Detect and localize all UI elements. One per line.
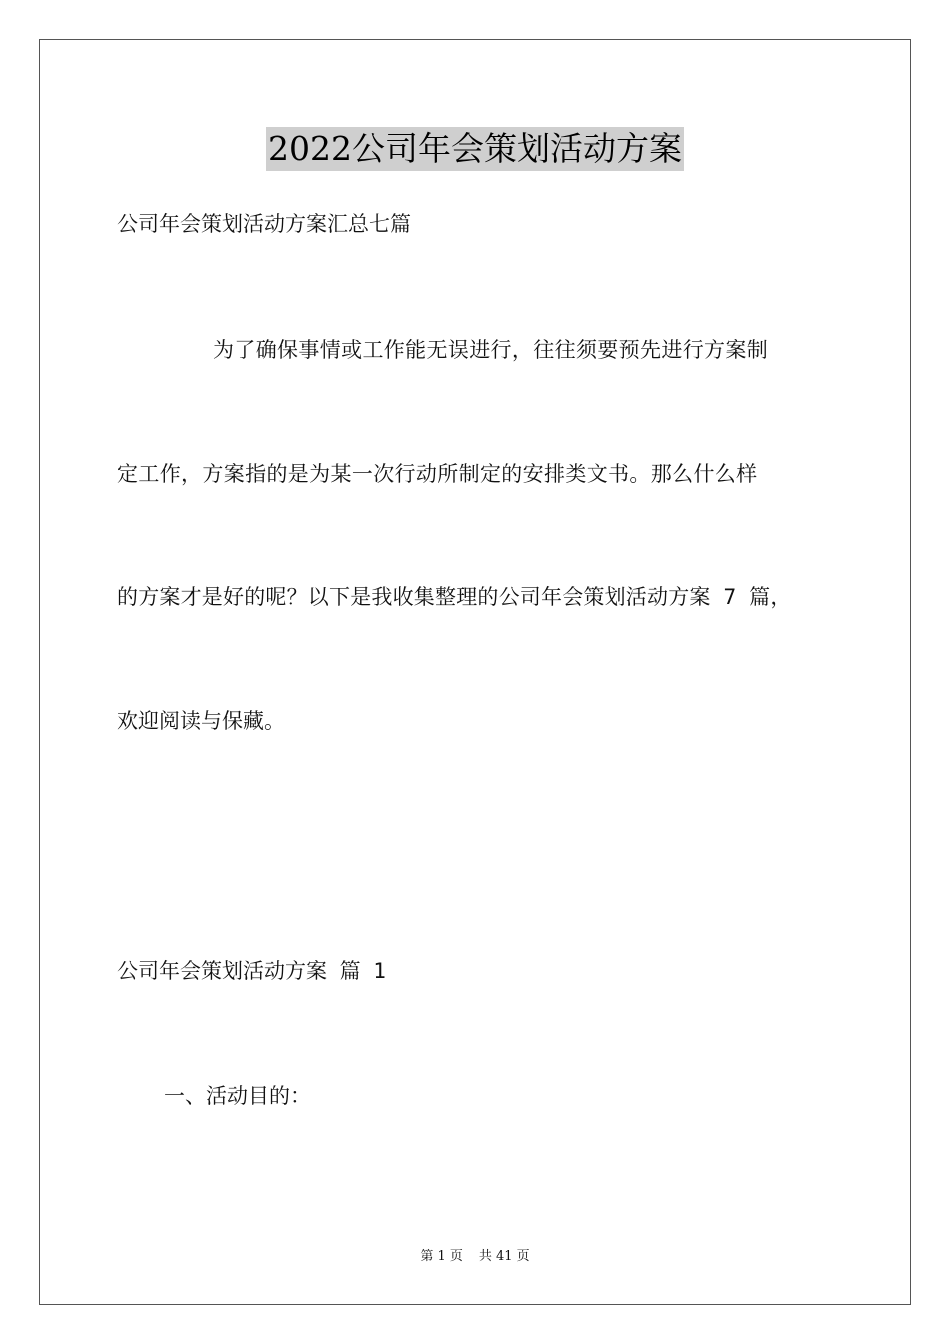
page-number: 第 1 页 [420, 1249, 463, 1264]
document-subtitle[interactable]: 公司年会策划活动方案汇总七篇 [117, 212, 411, 236]
page-total: 共 41 页 [478, 1249, 530, 1264]
paragraph-line-1-text: 为了确保事情或工作能无误进行，往往须要预先进行方案制 [213, 338, 769, 362]
page-footer [0, 1248, 950, 1266]
title-container [0, 127, 950, 171]
paragraph-line-2[interactable]: 定工作，方案指的是为某一次行动所制定的安排类文书。那么什么样 [117, 462, 758, 486]
paragraph-line-1[interactable] [117, 336, 768, 364]
document-title[interactable]: 2022公司年会策划活动方案 [266, 127, 684, 171]
paragraph-line-4[interactable]: 欢迎阅读与保藏。 [117, 709, 285, 733]
paragraph-line-3[interactable]: 的方案才是好的呢？以下是我收集整理的公司年会策划活动方案 7 篇， [117, 585, 792, 609]
list-item-activity-purpose[interactable]: 一、活动目的： [164, 1084, 311, 1108]
section-heading[interactable]: 公司年会策划活动方案 篇 1 [117, 959, 386, 983]
